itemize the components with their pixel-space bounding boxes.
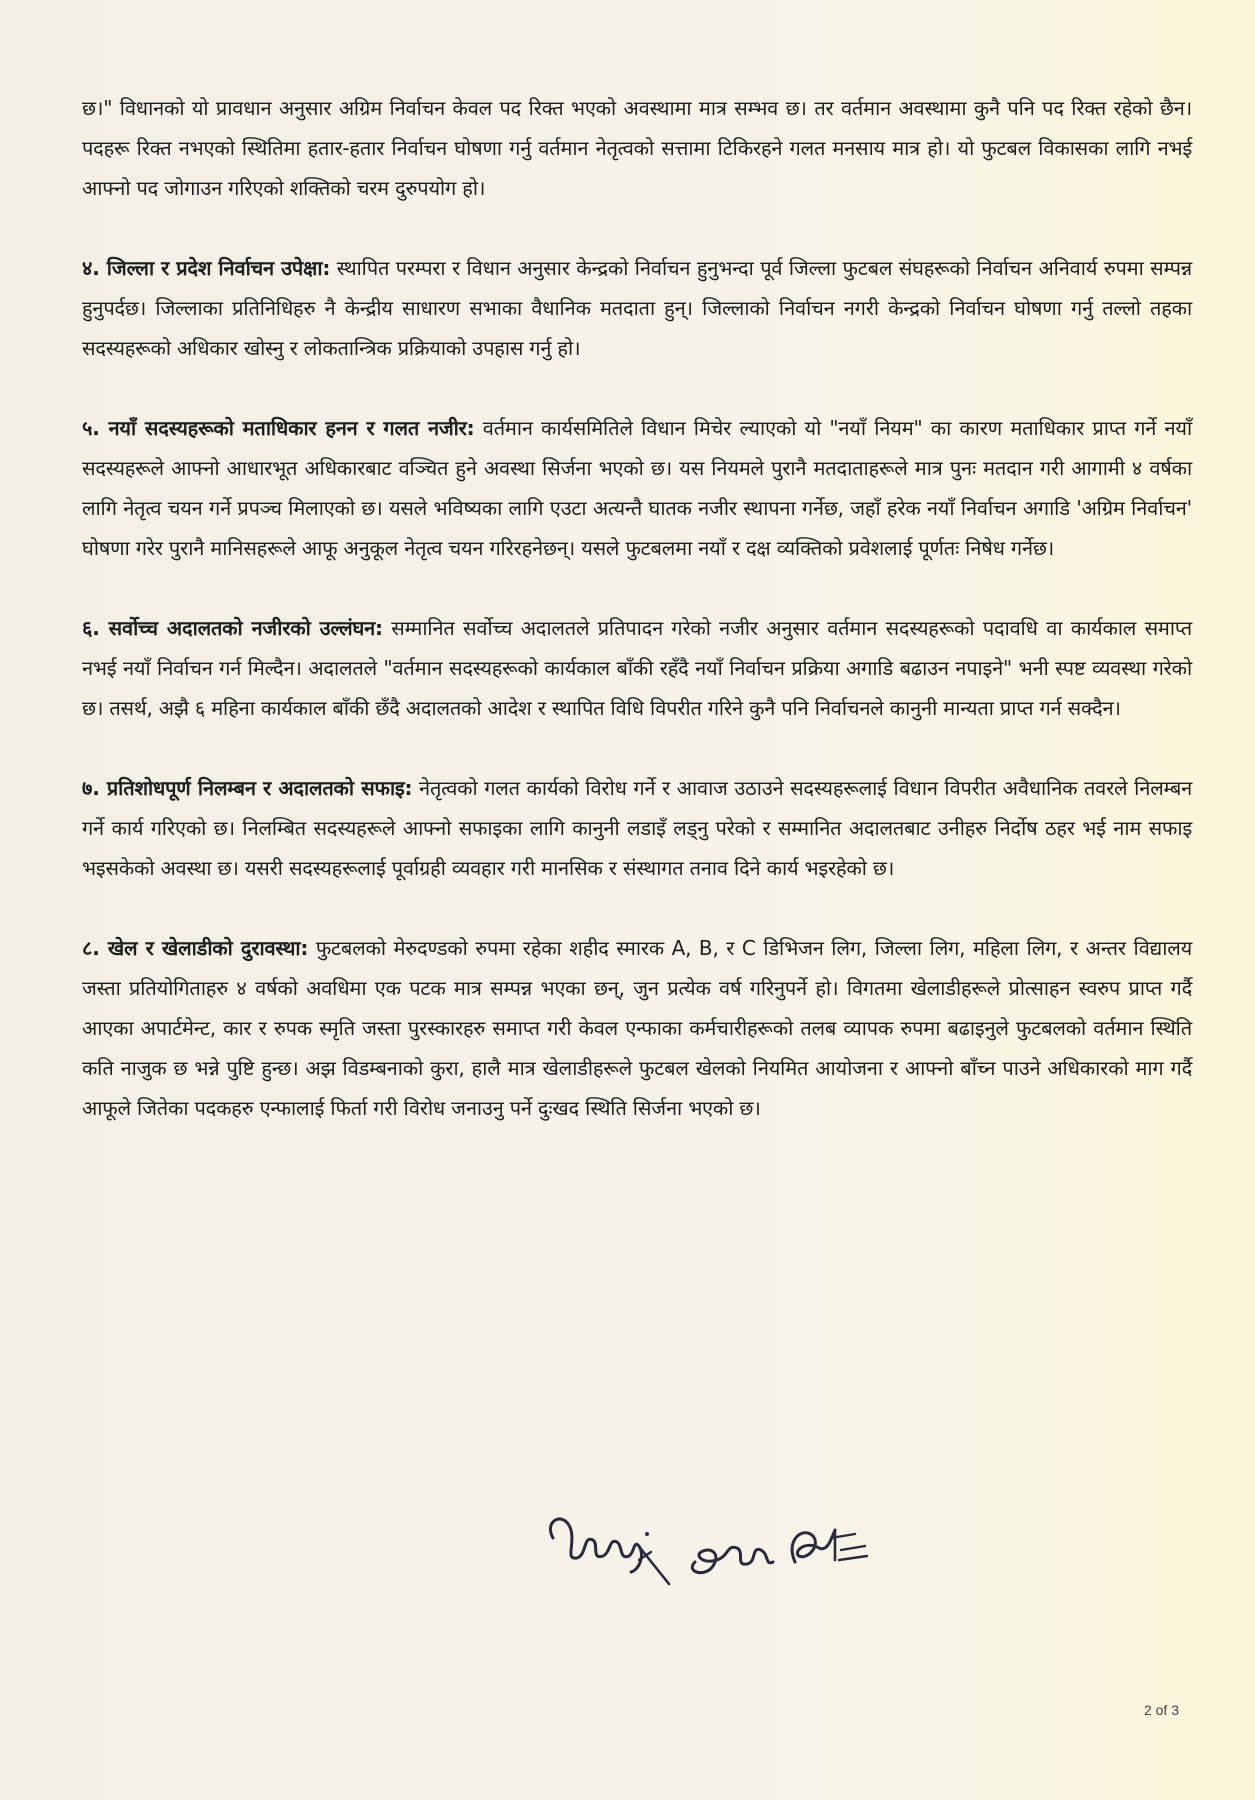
section-4-heading: ४. जिल्ला र प्रदेश निर्वाचन उपेक्षा:: [82, 256, 331, 280]
section-6-body: सम्मानित सर्वोच्च अदालतले प्रतिपादन गरेको नजीर अनुसार वर्तमान सदस्यहरूको पदावधि वा कार्यकाल समाप्त नभई नयाँ निर्वाचन गर्न मिल्दैन। अदालतले "वर्तमान सदस्यहरूको कार्यकाल बाँकी रहँदै नयाँ निर्वाचन प्रक्रिया अगाडि बढाउन नपाइने" भनी स्पष्ट व्यवस्था गरेको छ। तसर्थ, अझै ६ महिना कार्यकाल बाँकी छँदै अदालतको आदेश र स्थापित विधि विपरीत गरिने कुनै पनि निर्वाचनले कानुनी मान्यता प्राप्त गर्न सक्दैन।: [82, 616, 1193, 720]
section-8-heading: ८. खेल र खेलाडीको दुरावस्था:: [82, 936, 309, 960]
document-body: [82, 88, 1192, 1168]
section-5-body: वर्तमान कार्यसमितिले विधान मिचेर ल्याएको यो "नयाँ नियम" का कारण मताधिकार प्राप्त गर्ने नयाँ सदस्यहरूले आफ्नो आधारभूत अधिकारबाट वञ्चित हुने अवस्था सिर्जना भएको छ। यस नियमले पुरानै मतदाताहरूले मात्र पुनः मतदान गरी आगामी ४ वर्षका लागि नेतृत्व चयन गर्ने प्रपञ्च मिलाएको छ। यसले भविष्यका लागि एउटा अत्यन्तै घातक नजीर स्थापना गर्नेछ, जहाँ हरेक नयाँ निर्वाचन अगाडि 'अग्रिम निर्वाचन' घोषणा गरेर पुरानै मानिसहरूले आफू अनुकूल नेतृत्व चयन गरिरहनेछन्। यसले फुटबलमा नयाँ र दक्ष व्यक्तिको प्रवेशलाई पूर्णतः निषेध गर्नेछ।: [82, 416, 1192, 560]
section-5-heading: ५. नयाँ सदस्यहरूको मताधिकार हनन र गलत नजीर:: [82, 416, 475, 440]
section-4: [82, 248, 1192, 368]
section-8: [82, 928, 1192, 1128]
section-6-heading: ६. सर्वोच्च अदालतको नजीरको उल्लंघन:: [82, 616, 383, 640]
section-4-body: स्थापित परम्परा र विधान अनुसार केन्द्रको निर्वाचन हुनुभन्दा पूर्व जिल्ला फुटबल संघहरूको निर्वाचन अनिवार्य रुपमा सम्पन्न हुनुपर्दछ। जिल्लाका प्रतिनिधिहरु नै केन्द्रीय साधारण सभाका वैधानिक मतदाता हुन्। जिल्लाको निर्वाचन नगरी केन्द्रको निर्वाचन घोषणा गर्नु तल्लो तहका सदस्यहरूको अधिकार खोस्नु र लोकतान्त्रिक प्रक्रियाको उपहास गर्नु हो।: [82, 256, 1192, 360]
section-7: [82, 768, 1192, 888]
handwritten-signature: [535, 1500, 915, 1590]
section-5: [82, 408, 1192, 568]
section-6: [82, 608, 1192, 728]
section-7-heading: ७. प्रतिशोधपूर्ण निलम्बन र अदालतको सफाइ:: [82, 776, 413, 800]
page-number: 2 of 3: [1143, 1702, 1179, 1718]
section-8-body: फुटबलको मेरुदण्डको रुपमा रहेका शहीद स्मारक A, B, र C डिभिजन लिग, जिल्ला लिग, महिला लिग, र अन्तर विद्यालय जस्ता प्रतियोगिताहरु ४ वर्षको अवधिमा एक पटक मात्र सम्पन्न भएका छन्, जुन प्रत्येक वर्ष गरिनुपर्ने हो। विगतमा खेलाडीहरूले प्रोत्साहन स्वरुप प्राप्त गर्दै आएका अपार्टमेन्ट, कार र रुपक स्मृति जस्ता पुरस्कारहरु समाप्त गरी केवल एन्फाका कर्मचारीहरूको तलब व्यापक रुपमा बढाइनुले फुटबलको वर्तमान स्थिति कति नाजुक छ भन्ने पुष्टि हुन्छ। अझ विडम्बनाको कुरा, हालै मात्र खेलाडीहरूले फुटबल खेलको नियमित आयोजना र आफ्नो बाँच्न पाउने अधिकारको माग गर्दै आफूले जितेका पदकहरु एन्फालाई फिर्ता गरी विरोध जनाउनु पर्ने दुःखद स्थिति सिर्जना भएको छ।: [82, 936, 1192, 1120]
section-7-body: नेतृत्वको गलत कार्यको विरोध गर्ने र आवाज उठाउने सदस्यहरूलाई विधान विपरीत अवैधानिक तवरले निलम्बन गर्ने कार्य गरिएको छ। निलम्बित सदस्यहरूले आफ्नो सफाइका लागि कानुनी लडाइँ लड्नु परेको र सम्मानित अदालतबाट उनीहरु निर्दोष ठहर भई नाम सफाइ भइसकेको अवस्था छ। यसरी सदस्यहरूलाई पूर्वाग्रही व्यवहार गरी मानसिक र संस्थागत तनाव दिने कार्य भइरहेको छ।: [82, 776, 1192, 880]
intro-paragraph: छ।" विधानको यो प्रावधान अनुसार अग्रिम निर्वाचन केवल पद रिक्त भएको अवस्थामा मात्र सम्भव छ। तर वर्तमान अवस्थामा कुनै पनि पद रिक्त रहेको छैन। पदहरू रिक्त नभएको स्थितिमा हतार-हतार निर्वाचन घोषणा गर्नु वर्तमान नेतृत्वको सत्तामा टिकिरहने गलत मनसाय मात्र हो। यो फुटबल विकासका लागि नभई आफ्नो पद जोगाउन गरिएको शक्तिको चरम दुरुपयोग हो।: [82, 96, 1192, 200]
